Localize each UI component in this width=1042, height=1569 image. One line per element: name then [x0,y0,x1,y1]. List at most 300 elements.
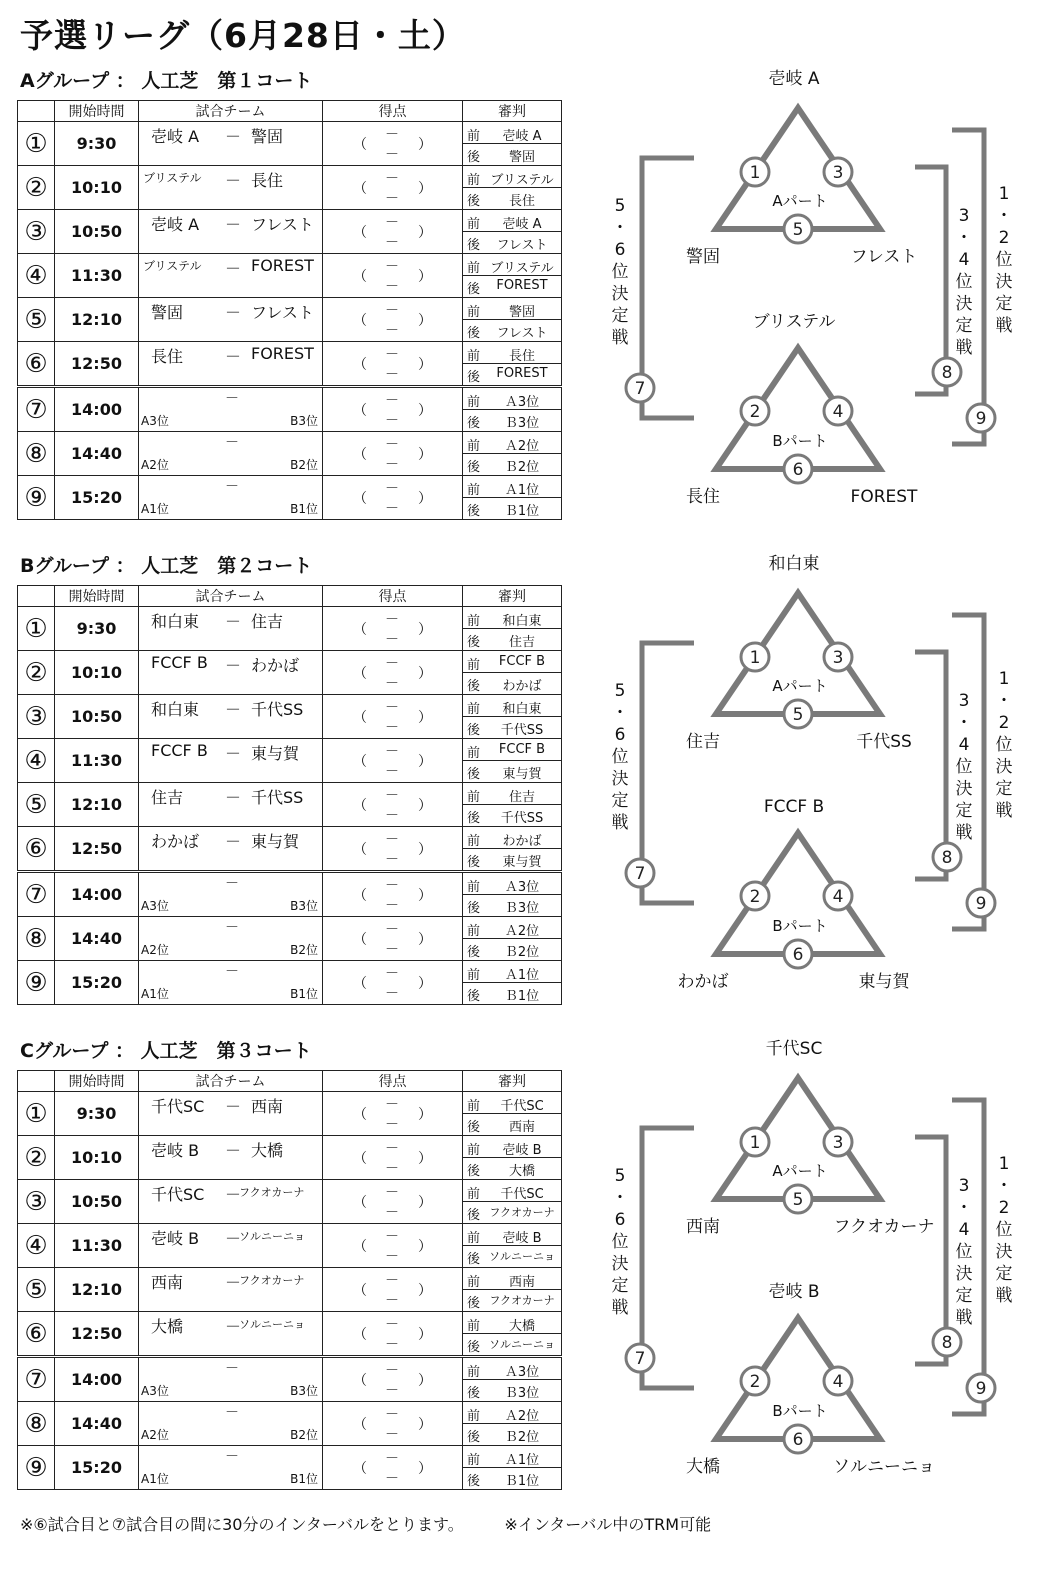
part-a-label: Aパート [772,192,828,210]
match-4-node-label: 4 [832,402,844,422]
match-number: ① [18,1092,55,1136]
referee-second-half: 長住 [508,194,535,209]
referee-second-half: Ｂ3位 [504,416,540,431]
score-dash: － [385,1185,399,1201]
vs-dash: － [225,127,242,146]
score-dash: － [385,612,399,628]
referee-first-half: Ａ2位 [504,439,540,454]
score-dash: － [385,808,399,824]
referee-cell [463,432,562,476]
match-number: ⑥ [18,1312,55,1357]
referee-first-label: 前 [467,173,481,188]
match-teams [139,872,323,917]
table-row [18,917,562,961]
start-time: 10:50 [55,210,139,254]
score-dash: － [385,413,399,429]
match-number: ⑦ [18,872,55,917]
referee-second-half: Ｂ3位 [504,1386,540,1401]
referee-second-label: 後 [467,1430,481,1445]
score-dash: － [385,147,399,163]
referee-cell [463,298,562,342]
rank-slot-a: A3位 [141,899,169,913]
header-time: 開始時間 [55,1071,139,1092]
table-row [18,607,562,651]
match-9-node-label: 9 [975,1379,987,1399]
table-row [18,1312,562,1357]
score-paren-open: （ [353,225,367,241]
vs-dash: － [225,347,242,366]
referee-second-label: 後 [467,811,481,826]
header-teams: 試合チーム [139,586,323,607]
away-team: 住吉 [251,612,284,631]
away-team: FOREST [251,344,314,363]
referee-cell [463,387,562,432]
referee-second-label: 後 [467,1120,481,1135]
table-row [18,1224,562,1268]
referee-second-half: Ｂ1位 [504,504,540,519]
referee-first-half: 千代SC [500,1187,544,1202]
referee-first-label: 前 [467,1143,481,1158]
home-team: わかば [151,832,200,851]
table-row [18,254,562,298]
referee-cell [463,695,562,739]
referee-first-label: 前 [467,702,481,717]
score-cell [323,1136,463,1180]
referee-second-half: Ｂ2位 [504,460,540,475]
score-paren-close: ） [418,1417,432,1433]
referee-second-label: 後 [467,723,481,738]
score-paren-open: （ [353,447,367,463]
match-teams [139,1180,323,1224]
referee-first-half: ブリステル [490,173,554,188]
rank-slot-a: A2位 [141,458,169,472]
team-b1-label: 壱岐 B [768,1282,820,1302]
referee-first-label: 前 [467,1275,481,1290]
home-team: 壱岐 A [151,215,200,234]
score-dash: － [385,1383,399,1399]
part-b-label: Bパート [772,917,828,935]
away-team: 大橋 [251,1141,284,1160]
bracket-5-6-label: 5 ・ 6 位決定戦 [611,1166,629,1318]
start-time: 12:50 [55,827,139,872]
table-row [18,1357,562,1402]
score-dash: － [385,1229,399,1245]
header-time: 開始時間 [55,101,139,122]
match-number: ⑥ [18,827,55,872]
vs-dash: － [225,215,242,234]
referee-second-half: ソルニーニョ [489,1338,555,1351]
score-dash: － [385,832,399,848]
score-dash: － [385,323,399,339]
referee-second-label: 後 [467,194,481,209]
team-a2-label: 住吉 [686,732,720,752]
start-time: 14:00 [55,387,139,432]
score-dash: － [385,1407,399,1423]
referee-second-label: 後 [467,635,481,650]
referee-cell [463,607,562,651]
referee-cell [463,827,562,872]
away-team: FOREST [251,256,314,275]
referee-first-label: 前 [467,924,481,939]
match-4-node-label: 4 [832,887,844,907]
away-team: フクオカーナ [239,1274,305,1287]
score-paren-close: ） [418,357,432,373]
score-dash: － [385,303,399,319]
vs-dash: － [225,788,242,807]
bracket-1-2-label: 1 ・ 2 位決定戦 [995,1154,1013,1306]
score-paren-close: ） [418,269,432,285]
score-cell [323,1268,463,1312]
score-cell [323,122,463,166]
score-dash: － [385,259,399,275]
referee-second-half: 千代SS [500,811,544,826]
away-team: 西南 [251,1097,284,1116]
start-time: 10:10 [55,651,139,695]
table-row [18,210,562,254]
away-team: フレスト [251,215,314,234]
referee-cell [463,1446,562,1490]
score-paren-close: ） [418,447,432,463]
start-time: 11:30 [55,1224,139,1268]
referee-first-label: 前 [467,217,481,232]
home-team: 壱岐 B [151,1229,200,1248]
score-paren-open: （ [353,1417,367,1433]
match-number: ⑨ [18,1446,55,1490]
match-number: ⑦ [18,387,55,432]
score-dash: － [385,235,399,251]
referee-first-half: 千代SC [500,1099,544,1114]
score-dash: － [385,1097,399,1113]
schedule-table [17,100,562,520]
start-time: 15:20 [55,961,139,1005]
match-teams [139,961,323,1005]
referee-second-label: 後 [467,282,481,297]
vs-dash: － [225,1405,239,1421]
table-row [18,872,562,917]
rank-slot-b: B2位 [290,458,318,472]
referee-second-half: フレスト [496,238,548,253]
referee-second-label: 後 [467,1164,481,1179]
score-dash: － [385,393,399,409]
part-b-label: Bパート [772,1402,828,1420]
rank-slot-b: B3位 [290,414,318,428]
referee-second-label: 後 [467,679,481,694]
table-header-row [18,1071,562,1092]
start-time: 14:40 [55,917,139,961]
referee-first-label: 前 [467,1187,481,1202]
referee-second-half: 大橋 [508,1164,535,1179]
header-blank [18,586,55,607]
referee-cell [463,1357,562,1402]
rank-slot-b: B2位 [290,943,318,957]
score-paren-close: ） [418,1461,432,1477]
match-teams [139,1402,323,1446]
vs-dash: － [225,1097,242,1116]
home-team: 千代SC [151,1185,205,1204]
vs-dash: － [225,964,239,980]
score-paren-open: （ [353,932,367,948]
referee-second-label: 後 [467,1386,481,1401]
match-number: ⑧ [18,432,55,476]
group-title: Cグループ ： 人工芝 第３コート [20,1040,312,1062]
referee-first-half: Ａ3位 [504,1365,540,1380]
home-team: FCCF B [151,741,208,760]
match-6-node-label: 6 [792,460,804,480]
start-time: 14:40 [55,1402,139,1446]
score-dash: － [385,986,399,1002]
vs-dash: － [225,832,242,851]
score-cell [323,432,463,476]
score-dash: － [385,367,399,383]
match-number: ⑤ [18,783,55,827]
schedule-table [17,1070,562,1490]
table-row [18,166,562,210]
part-a-label: Aパート [772,1162,828,1180]
score-cell [323,342,463,387]
referee-second-half: Ｂ3位 [504,901,540,916]
score-paren-close: ） [418,1107,432,1123]
referee-cell [463,342,562,387]
score-paren-open: （ [353,181,367,197]
league-diagram [590,551,1013,1011]
match-number: ④ [18,254,55,298]
rank-slot-b: B1位 [290,987,318,1001]
match-3-node-label: 3 [832,163,844,183]
referee-first-half: 大橋 [508,1319,535,1334]
score-dash: － [385,764,399,780]
vs-dash: － [225,1141,242,1160]
start-time: 10:10 [55,166,139,210]
score-paren-open: （ [353,313,367,329]
match-teams [139,166,323,210]
group-section [0,66,1042,551]
match-number: ⑦ [18,1357,55,1402]
referee-first-label: 前 [467,439,481,454]
vs-dash: － [225,391,239,407]
table-row [18,387,562,432]
referee-first-half: 長住 [508,349,535,364]
home-team: 大橋 [151,1317,184,1336]
score-paren-open: （ [353,888,367,904]
bracket-3-4-label: 3 ・ 4 位決定戦 [955,691,973,843]
score-paren-open: （ [353,1283,367,1299]
start-time: 15:20 [55,476,139,520]
start-time: 10:50 [55,695,139,739]
team-a3-label: フクオカーナ [833,1217,935,1237]
table-row [18,695,562,739]
score-dash: － [385,788,399,804]
group-section [0,551,1042,1036]
referee-first-label: 前 [467,1099,481,1114]
match-teams [139,1357,323,1402]
match-2-node-label: 2 [749,1372,761,1392]
away-team: 千代SS [251,700,304,719]
vs-dash: － [225,435,239,451]
rank-slot-b: B3位 [290,899,318,913]
rank-slot-a: A2位 [141,1428,169,1442]
bracket-3-4-label: 3 ・ 4 位決定戦 [955,1176,973,1328]
referee-first-half: Ａ1位 [504,968,540,983]
score-dash: － [385,1471,399,1487]
score-cell [323,695,463,739]
vs-dash: － [225,1185,242,1204]
home-team: 警固 [151,303,184,322]
score-paren-open: （ [353,1327,367,1343]
referee-second-label: 後 [467,1296,481,1311]
score-paren-close: ） [418,710,432,726]
league-diagram [590,66,1013,526]
match-9-node-label: 9 [975,894,987,914]
score-paren-open: （ [353,1151,367,1167]
referee-second-label: 後 [467,1474,481,1489]
score-paren-close: ） [418,976,432,992]
score-paren-open: （ [353,1373,367,1389]
score-dash: － [385,1293,399,1309]
score-dash: － [385,127,399,143]
table-header-row [18,586,562,607]
part-a-label: Aパート [772,677,828,695]
score-dash: － [385,656,399,672]
start-time: 12:50 [55,342,139,387]
referee-cell [463,476,562,520]
score-dash: － [385,898,399,914]
score-paren-open: （ [353,754,367,770]
score-dash: － [385,1273,399,1289]
referee-cell [463,1136,562,1180]
score-dash: － [385,966,399,982]
score-dash: － [385,1205,399,1221]
match-teams [139,651,323,695]
team-a1-label: 千代SC [765,1039,823,1059]
team-b2-label: 大橋 [686,1457,720,1477]
table-row [18,739,562,783]
match-number: ② [18,651,55,695]
referee-second-half: FOREST [496,366,548,381]
bracket-1-2-label: 1 ・ 2 位決定戦 [995,184,1013,336]
match-number: ① [18,607,55,651]
vs-dash: － [225,1229,242,1248]
score-paren-open: （ [353,357,367,373]
start-time: 14:00 [55,872,139,917]
match-teams [139,827,323,872]
referee-cell [463,1268,562,1312]
rank-slot-b: B1位 [290,502,318,516]
footer-note-interval: ※⑥試合目と⑦試合目の間に30分のインターバルをとります。 [20,1515,464,1534]
match-1-node-label: 1 [749,1133,761,1153]
score-paren-close: ） [418,1151,432,1167]
referee-first-half: 西南 [508,1275,535,1290]
score-paren-open: （ [353,666,367,682]
match-teams [139,783,323,827]
referee-second-label: 後 [467,416,481,431]
table-row [18,1446,562,1490]
referee-first-half: 壱岐 A [502,217,542,232]
referee-first-label: 前 [467,129,481,144]
start-time: 15:20 [55,1446,139,1490]
table-row [18,1136,562,1180]
score-paren-close: ） [418,1195,432,1211]
referee-second-half: 東与賀 [502,767,542,782]
away-team: ソルニーニョ [239,1318,305,1331]
match-teams [139,342,323,387]
header-teams: 試合チーム [139,101,323,122]
match-number: ④ [18,1224,55,1268]
score-paren-close: ） [418,622,432,638]
score-paren-open: （ [353,269,367,285]
score-paren-open: （ [353,1195,367,1211]
referee-cell [463,1224,562,1268]
table-row [18,1268,562,1312]
score-cell [323,872,463,917]
match-number: ③ [18,1180,55,1224]
match-number: ⑤ [18,298,55,342]
start-time: 14:40 [55,432,139,476]
bracket-1-2-label: 1 ・ 2 位決定戦 [995,669,1013,821]
match-2-node-label: 2 [749,402,761,422]
score-cell [323,1357,463,1402]
referee-first-half: Ａ1位 [504,483,540,498]
match-8-node-label: 8 [941,848,953,868]
score-dash: － [385,1427,399,1443]
score-paren-close: ） [418,754,432,770]
match-5-node-label: 5 [792,220,804,240]
referee-second-half: Ｂ2位 [504,945,540,960]
match-number: ④ [18,739,55,783]
match-teams [139,1446,323,1490]
table-row [18,298,562,342]
table-row [18,1092,562,1136]
score-cell [323,739,463,783]
match-7-node-label: 7 [634,864,646,884]
home-team: 壱岐 A [151,127,200,146]
vs-dash: － [225,1273,242,1292]
team-a3-label: フレスト [850,247,918,267]
score-cell [323,783,463,827]
header-referee: 審判 [463,586,562,607]
referee-first-label: 前 [467,746,481,761]
match-teams [139,1092,323,1136]
referee-first-label: 前 [467,790,481,805]
referee-second-label: 後 [467,945,481,960]
rank-slot-a: A3位 [141,414,169,428]
referee-cell [463,872,562,917]
referee-second-label: 後 [467,989,481,1004]
score-paren-close: ） [418,932,432,948]
match-5-node-label: 5 [792,1190,804,1210]
referee-second-half: 千代SS [500,723,544,738]
referee-second-label: 後 [467,1252,481,1267]
referee-second-half: フクオカーナ [489,1206,555,1219]
referee-first-half: 壱岐 A [502,129,542,144]
score-dash: － [385,852,399,868]
match-7-node-label: 7 [634,379,646,399]
referee-first-label: 前 [467,1453,481,1468]
header-teams: 試合チーム [139,1071,323,1092]
score-paren-close: ） [418,1327,432,1343]
table-row [18,476,562,520]
match-teams [139,210,323,254]
table-row [18,827,562,872]
away-team: わかば [251,656,300,675]
match-6-node-label: 6 [792,1430,804,1450]
home-team: 千代SC [151,1097,205,1116]
vs-dash: － [225,1361,239,1377]
score-dash: － [385,1141,399,1157]
header-score: 得点 [323,1071,463,1092]
start-time: 12:10 [55,298,139,342]
referee-second-label: 後 [467,504,481,519]
referee-first-half: 警固 [508,305,535,320]
